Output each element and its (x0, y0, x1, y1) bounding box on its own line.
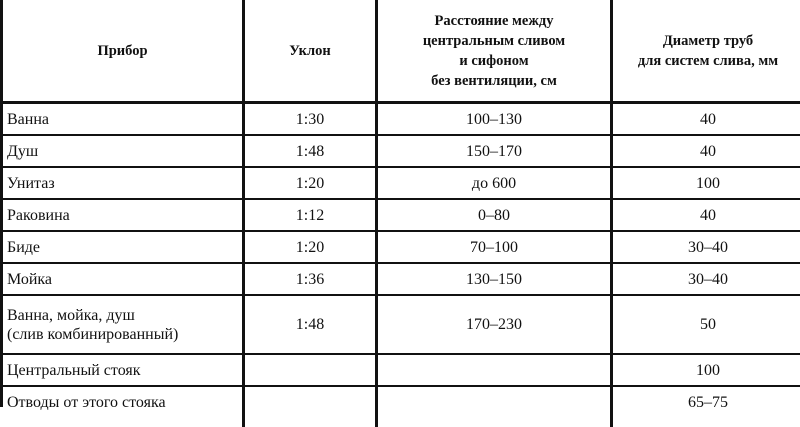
diameter-cell: 50 (700, 316, 716, 333)
device-cell: Мойка (3, 264, 245, 294)
table-row (3, 168, 800, 200)
table-row (3, 264, 800, 296)
device-cell: Отводы от этого стояка (3, 387, 245, 427)
device-cell: Центральный стояк (3, 355, 245, 385)
header-device: Прибор (3, 0, 245, 101)
table-row (3, 200, 800, 232)
header-distance: Расстояние между центральным сливом и сифоном без вентиляции, см (378, 0, 613, 101)
distance-cell: 100–130 (378, 104, 613, 134)
diameter-cell: 100 (696, 361, 720, 379)
table-row (3, 104, 800, 136)
device-cell: Биде (3, 232, 245, 262)
distance-cell: 130–150 (378, 264, 613, 294)
device-cell: Унитаз (3, 168, 245, 198)
slope-cell: 1:20 (245, 232, 378, 262)
distance-cell: 150–170 (378, 136, 613, 166)
device-cell: Ванна, мойка, душ (слив комбинированный) (3, 296, 245, 353)
header-diameter: Диаметр труб для систем слива, мм (637, 32, 779, 69)
device-cell: Ванна (3, 104, 245, 134)
device-cell: Душ (3, 136, 245, 166)
table-header-row (3, 0, 800, 104)
table-row (3, 296, 800, 355)
diameter-cell: 40 (700, 110, 716, 128)
table-row (3, 136, 800, 168)
distance-cell: 170–230 (378, 296, 613, 353)
slope-cell (245, 387, 378, 427)
distance-cell (378, 387, 613, 427)
slope-cell (245, 355, 378, 385)
header-slope: Уклон (245, 0, 378, 101)
distance-cell: до 600 (378, 168, 613, 198)
distance-cell (378, 355, 613, 385)
diameter-cell: 65–75 (688, 394, 728, 411)
diameter-cell: 30–40 (688, 270, 728, 288)
table-row (3, 387, 800, 427)
table-row (3, 232, 800, 264)
diameter-cell: 30–40 (688, 238, 728, 256)
diameter-cell: 100 (696, 174, 720, 192)
device-cell: Раковина (3, 200, 245, 230)
distance-cell: 70–100 (378, 232, 613, 262)
slope-cell: 1:36 (245, 264, 378, 294)
slope-cell: 1:20 (245, 168, 378, 198)
slope-cell: 1:30 (245, 104, 378, 134)
table-row (3, 355, 800, 387)
diameter-cell: 40 (700, 142, 716, 160)
slope-cell: 1:48 (245, 296, 378, 353)
slope-cell: 1:12 (245, 200, 378, 230)
distance-cell: 0–80 (378, 200, 613, 230)
diameter-cell: 40 (700, 206, 716, 224)
slope-cell: 1:48 (245, 136, 378, 166)
